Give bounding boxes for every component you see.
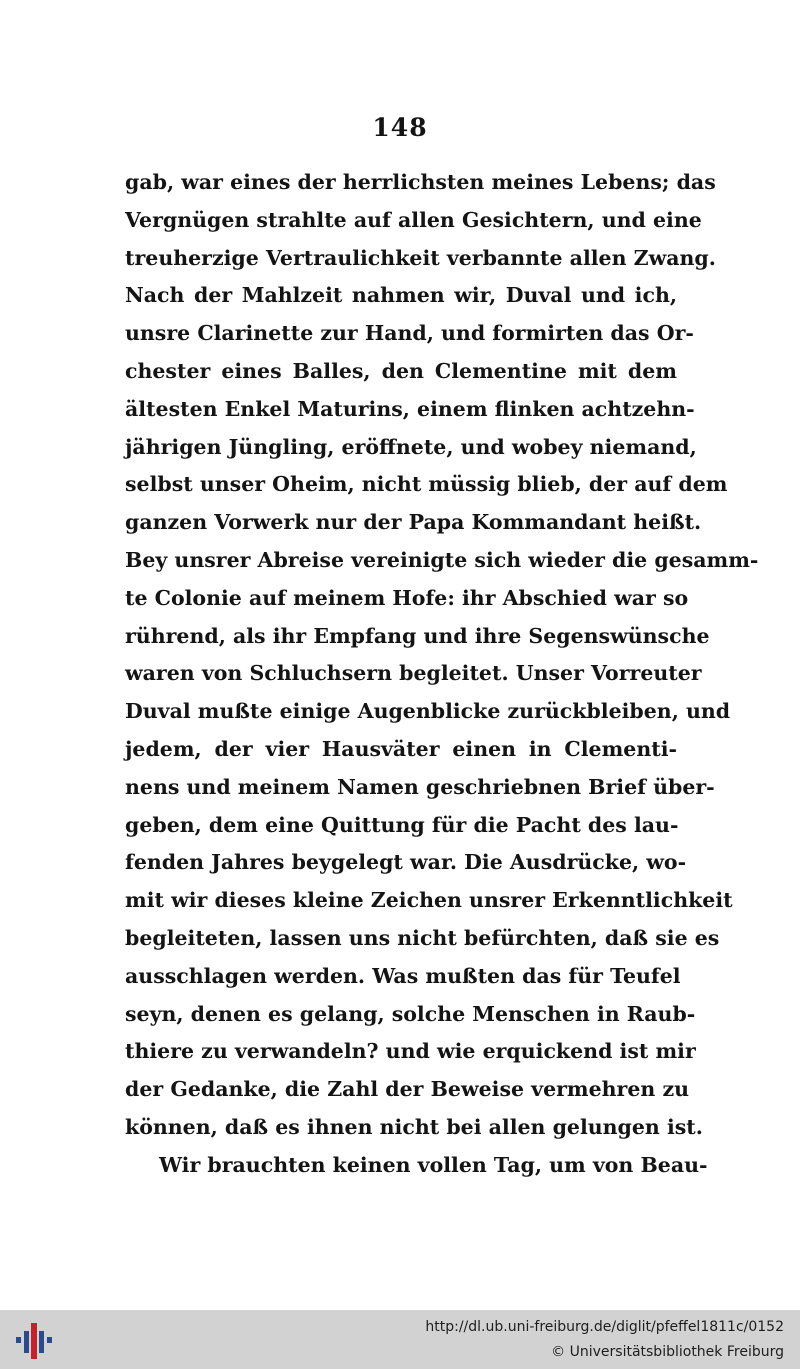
text-line: selbst unser Oheim, nicht müssig blieb, der auf dem [125,472,728,497]
ub-freiburg-logo-icon[interactable] [14,1321,54,1361]
text-line: treuherzige Vertraulichkeit verbannte allen Zwang. [125,245,716,270]
text-line: Duval mußte einige Augenblicke zurückbleiben, und [125,699,731,724]
text-line: unsre Clarinette zur Hand, und formirten das Or- [125,321,694,346]
text-line: ältesten Enkel Maturins, einem flinken achtzehn- [125,396,695,421]
text-line: Wir brauchten keinen vollen Tag, um von Beau- [159,1152,708,1177]
text-line: waren von Schluchsern begleitet. Unser Vorreuter [125,661,702,686]
source-url-link[interactable]: http://dl.ub.uni-freiburg.de/diglit/pfeffel1811c/0152 [425,1319,784,1335]
text-line: Vergnügen strahlte auf allen Gesichtern, und eine [125,207,702,232]
page-number: 148 [372,113,428,142]
viewer-footer [0,1310,800,1369]
text-line: te Colonie auf meinem Hofe: ihr Abschied war so [125,585,689,610]
text-line: fenden Jahres beygelegt war. Die Ausdrücke, wo- [125,850,687,875]
text-line: Bey unsrer Abreise vereinigte sich wieder die gesamm- [125,547,759,572]
text-line: der Gedanke, die Zahl der Beweise vermehren zu [125,1077,689,1102]
text-line: ausschlagen werden. Was mußten das für Teufel [125,963,681,988]
copyright-notice: © Universitätsbibliothek Freiburg [551,1344,784,1360]
text-line: begleiteten, lassen uns nicht befürchten, daß sie es [125,925,720,950]
body-text [125,164,759,1185]
text-line: jährigen Jüngling, eröffnete, und wobey niemand, [125,434,697,459]
text-line: jedem, der vier Hausväter einen in Clementi- [125,736,677,761]
text-line: mit wir dieses kleine Zeichen unsrer Erkenntlichkeit [125,888,733,913]
text-line: gab, war eines der herrlichsten meines Lebens; das [125,170,716,194]
text-line: nens und meinem Namen geschriebnen Brief über- [125,774,715,799]
text-line: ganzen Vorwerk nur der Papa Kommandant heißt. [125,510,702,535]
text-line: können, daß es ihnen nicht bei allen gelungen ist. [125,1114,703,1139]
text-line: chester eines Balles, den Clementine mit dem [125,358,677,383]
text-line: Nach der Mahlzeit nahmen wir, Duval und ich, [125,283,677,308]
text-line: seyn, denen es gelang, solche Menschen in Raub- [125,1001,696,1026]
text-line: geben, dem eine Quittung für die Pacht des lau- [125,812,679,837]
text-line: rührend, als ihr Empfang und ihre Segenswünsche [125,623,710,648]
text-line: thiere zu verwandeln? und wie erquickend ist mir [125,1039,696,1064]
